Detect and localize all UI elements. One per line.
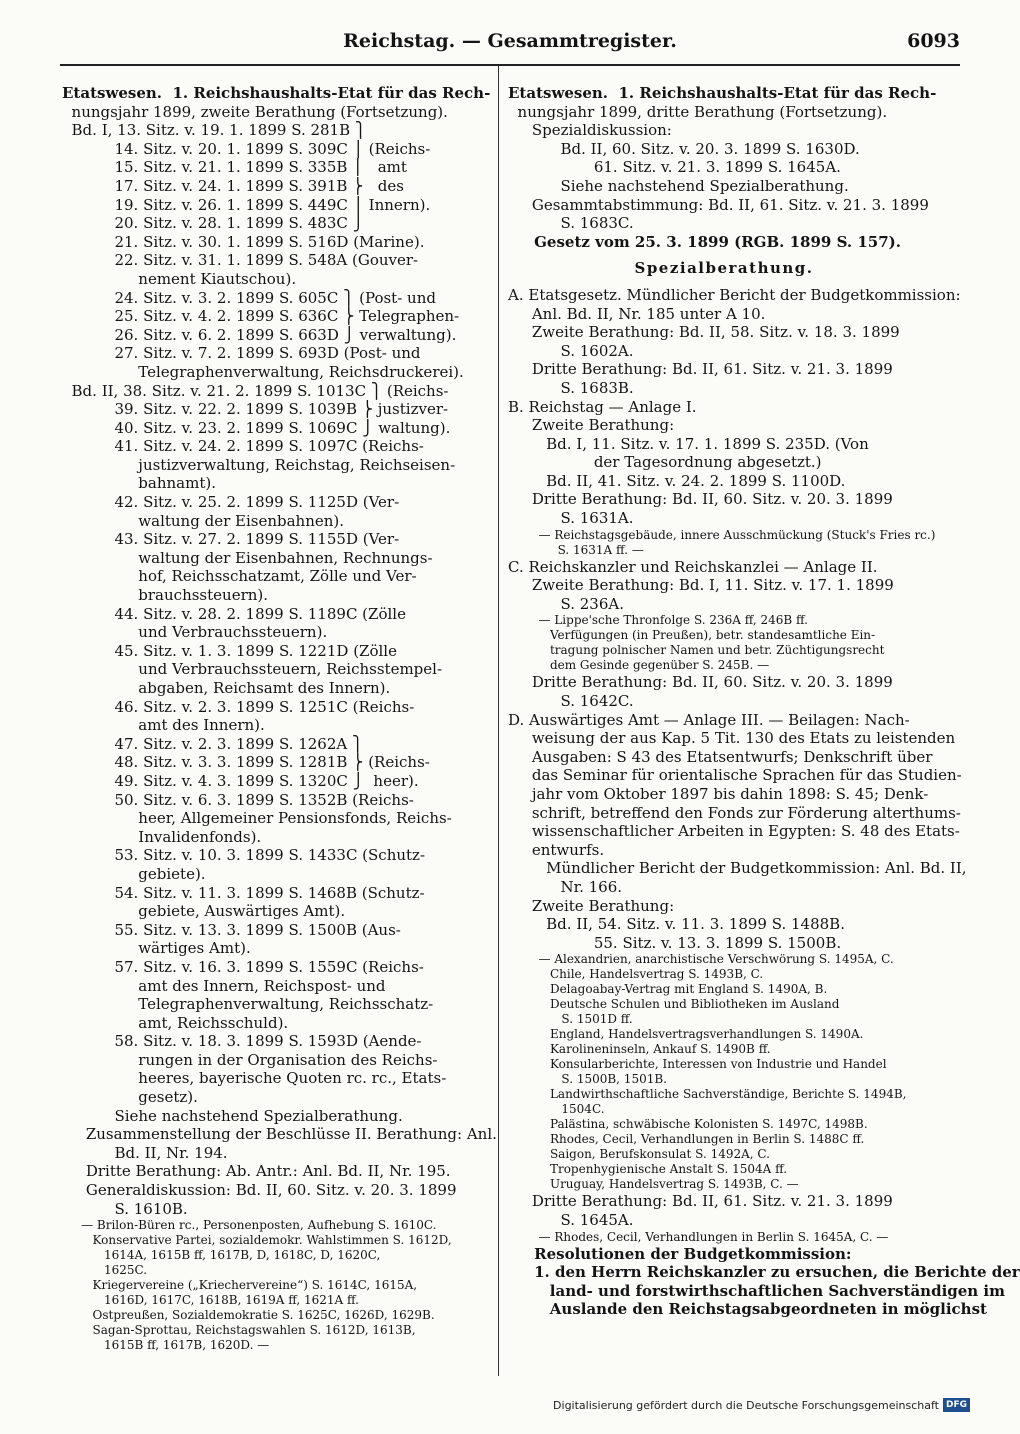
text-line: Kriegervereine („Kriechervereine“) S. 1614C, 1615A, xyxy=(62,1278,418,1293)
text-line: Etatswesen. 1. Reichshaushalts-Etat für das Rech- xyxy=(508,84,937,102)
text-line: gebiete, Auswärtiges Amt). xyxy=(62,902,346,921)
text-line: Telegraphenverwaltung, Reichsschatz- xyxy=(62,995,434,1014)
text-line: Zweite Berathung: Bd. II, 58. Sitz. v. 18. 3. 1899 xyxy=(508,323,900,342)
header-rule xyxy=(60,64,960,66)
text-line: 15. Sitz. v. 21. 1. 1899 S. 335B ⎪ amt xyxy=(62,158,407,177)
text-line: 55. Sitz. v. 13. 3. 1899 S. 1500B. xyxy=(508,933,842,952)
text-line: bahnamt). xyxy=(62,474,216,493)
text-line: rungen in der Organisation des Reichs- xyxy=(62,1050,438,1069)
text-line: Bd. II, Nr. 194. xyxy=(62,1143,228,1162)
text-line xyxy=(508,278,940,286)
text-line: amt des Innern). xyxy=(62,716,265,735)
text-line: Mündlicher Bericht der Budgetkommission: Anl. Bd. II, xyxy=(508,859,967,878)
text-line: Landwirthschaftliche Sachverständige, Berichte S. 1494B, xyxy=(508,1087,907,1102)
text-line: 1504C. xyxy=(508,1102,605,1117)
text-line: jahr vom Oktober 1897 bis dahin 1898: S. 45; Denk- xyxy=(508,785,929,803)
text-line: 61. Sitz. v. 21. 3. 1899 S. 1645A. xyxy=(508,158,841,177)
text-line: heer, Allgemeiner Pensionsfonds, Reichs- xyxy=(62,809,452,828)
text-line: — Rhodes, Cecil, Verhandlungen in Berlin S. 1645A, C. — xyxy=(508,1229,889,1244)
text-line: Bd. I, 11. Sitz. v. 17. 1. 1899 S. 235D. (Von xyxy=(508,434,869,453)
text-line: amt, Reichsschuld). xyxy=(62,1013,289,1032)
text-line: Dritte Berathung: Bd. II, 60. Sitz. v. 20. 3. 1899 xyxy=(508,673,893,692)
footer-credit: Digitalisierung gefördert durch die Deutsche Forschungsgemeinschaft xyxy=(553,1398,939,1412)
left-column xyxy=(62,84,497,1353)
text-line: und Verbrauchssteuern, Reichsstempel- xyxy=(62,660,443,679)
column-divider xyxy=(498,66,499,1376)
text-line: weisung der aus Kap. 5 Tit. 130 des Etats zu leistenden xyxy=(508,729,956,748)
text-line: 42. Sitz. v. 25. 2. 1899 S. 1125D (Ver- xyxy=(62,493,400,512)
page-header xyxy=(60,30,960,64)
text-line: amt des Innern, Reichspost- und xyxy=(62,976,386,995)
text-line: dem Gesinde gegenüber S. 245B. — xyxy=(508,658,770,673)
text-line: Chile, Handelsvertrag S. 1493B, C. xyxy=(508,967,764,982)
text-line: entwurfs. xyxy=(508,840,605,859)
text-line: D. Auswärtiges Amt — Anlage III. — Beilagen: Nach- xyxy=(508,710,910,729)
text-line: gebiete). xyxy=(62,864,206,883)
text-line: B. Reichstag — Anlage I. xyxy=(508,397,697,416)
text-line: A. Etatsgesetz. Mündlicher Bericht der Budgetkommission: xyxy=(508,285,961,304)
text-line: S. 1683C. xyxy=(508,214,634,233)
text-line: Bd. I, 13. Sitz. v. 19. 1. 1899 S. 281B ⎫ xyxy=(62,121,367,140)
text-line: Dritte Berathung: Bd. II, 60. Sitz. v. 20. 3. 1899 xyxy=(508,490,893,509)
text-line: Delagoabay-Vertrag mit England S. 1490A, B. xyxy=(508,982,828,997)
text-line: Etatswesen. 1. Reichshaushalts-Etat für das Rech- xyxy=(62,84,491,102)
text-line: 1. den Herrn Reichskanzler zu ersuchen, die Berichte der xyxy=(508,1263,1020,1282)
text-line: 47. Sitz. v. 2. 3. 1899 S. 1262A ⎫ xyxy=(62,734,364,753)
text-line: Palästina, schwäbische Kolonisten S. 1497C, 1498B. xyxy=(508,1117,868,1132)
text-line: S. 1500B, 1501B. xyxy=(508,1072,667,1087)
text-line: Spezialdiskussion: xyxy=(508,121,672,140)
text-line: — Alexandrien, anarchistische Verschwörung S. 1495A, C. xyxy=(508,952,894,967)
text-line: Auslande den Reichstagsabgeordneten in möglichst xyxy=(508,1300,987,1319)
text-line: Dritte Berathung: Ab. Antr.: Anl. Bd. II, Nr. 195. xyxy=(62,1162,451,1181)
text-line: Gesetz vom 25. 3. 1899 (RGB. 1899 S. 157). xyxy=(508,232,901,251)
text-line: 43. Sitz. v. 27. 2. 1899 S. 1155D (Ver- xyxy=(62,530,400,549)
text-line: 55. Sitz. v. 13. 3. 1899 S. 1500B (Aus- xyxy=(62,920,401,939)
text-line: 20. Sitz. v. 28. 1. 1899 S. 483C ⎭ xyxy=(62,214,364,233)
text-line: S. 1631A. xyxy=(508,509,634,528)
text-line: Invalidenfonds). xyxy=(62,827,262,846)
text-line: Zweite Berathung: xyxy=(508,896,675,915)
text-line: 14. Sitz. v. 20. 1. 1899 S. 309C ⎪ (Reichs- xyxy=(62,139,431,158)
text-line: Bd. II, 54. Sitz. v. 11. 3. 1899 S. 1488B. xyxy=(508,915,845,934)
text-line: Verfügungen (in Preußen), betr. standesamtliche Ein- xyxy=(508,628,876,643)
text-line: 54. Sitz. v. 11. 3. 1899 S. 1468B (Schutz- xyxy=(62,883,425,902)
text-line: 1615B ff, 1617B, 1620D. — xyxy=(62,1338,270,1353)
text-line: brauchssteuern). xyxy=(62,586,269,605)
text-line: Ausgaben: S 43 des Etatsentwurfs; Denkschrift über xyxy=(508,747,933,766)
text-line: Siehe nachstehend Spezialberathung. xyxy=(508,176,849,195)
text-line: 24. Sitz. v. 3. 2. 1899 S. 605C ⎫ (Post- und xyxy=(62,288,436,307)
text-line: land- und forstwirthschaftlichen Sachverständigen im xyxy=(508,1281,1005,1300)
text-line xyxy=(508,251,940,259)
text-line: Rhodes, Cecil, Verhandlungen in Berlin S. 1488C ff. xyxy=(508,1132,865,1147)
text-line: wissenschaftlicher Arbeiten in Egypten: S. 48 des Etats- xyxy=(508,822,960,841)
text-line: Anl. Bd. II, Nr. 185 unter A 10. xyxy=(508,304,766,323)
text-line: Dritte Berathung: Bd. II, 61. Sitz. v. 21. 3. 1899 xyxy=(508,360,893,379)
text-line: S. 1631A ff. — xyxy=(508,542,644,557)
text-line: 41. Sitz. v. 24. 2. 1899 S. 1097C (Reichs- xyxy=(62,437,424,456)
text-line: 1616D, 1617C, 1618B, 1619A ff, 1621A ff. xyxy=(62,1293,359,1308)
text-line: schrift, betreffend den Fonds zur Förderung alterthums- xyxy=(508,803,961,822)
text-line: 26. Sitz. v. 6. 2. 1899 S. 663D ⎭ verwaltung). xyxy=(62,325,457,344)
text-line: 45. Sitz. v. 1. 3. 1899 S. 1221D (Zölle xyxy=(62,641,397,660)
text-line: 39. Sitz. v. 22. 2. 1899 S. 1039B ⎬ justizver- xyxy=(62,400,449,419)
text-line: — Reichstagsgebäude, innere Ausschmückung (Stuck's Fries rc.) xyxy=(508,527,936,542)
text-line: waltung der Eisenbahnen). xyxy=(62,511,345,530)
text-line: Bd. II, 41. Sitz. v. 24. 2. 1899 S. 1100D. xyxy=(508,471,846,490)
text-line: Tropenhygienische Anstalt S. 1504A ff. xyxy=(508,1162,788,1177)
text-line: waltung der Eisenbahnen, Rechnungs- xyxy=(62,548,433,567)
text-line: heeres, bayerische Quoten rc. rc., Etats- xyxy=(62,1069,447,1088)
dfg-logo: DFG xyxy=(943,1398,970,1412)
text-line: Bd. II, 38. Sitz. v. 21. 2. 1899 S. 1013C ⎫ (Reichs- xyxy=(62,381,449,400)
text-line: Konsularberichte, Interessen von Industrie und Handel xyxy=(508,1057,887,1072)
text-line: Siehe nachstehend Spezialberathung. xyxy=(62,1106,403,1125)
text-line: 27. Sitz. v. 7. 2. 1899 S. 693D (Post- und xyxy=(62,344,421,363)
text-line: Zweite Berathung: xyxy=(508,416,675,435)
text-line: 57. Sitz. v. 16. 3. 1899 S. 1559C (Reichs- xyxy=(62,957,424,976)
text-line: S. 236A. xyxy=(508,594,624,613)
text-line: S. 1642C. xyxy=(508,692,634,711)
text-line: — Brilon-Büren rc., Personenposten, Aufhebung S. 1610C. xyxy=(62,1218,437,1233)
text-line: Bd. II, 60. Sitz. v. 20. 3. 1899 S. 1630D. xyxy=(508,139,860,158)
text-line: 25. Sitz. v. 4. 2. 1899 S. 636C ⎬ Telegraphen- xyxy=(62,307,460,326)
text-line: 1625C. xyxy=(62,1263,148,1278)
text-line: nungsjahr 1899, dritte Berathung (Fortsetzung). xyxy=(508,102,888,121)
text-line: 48. Sitz. v. 3. 3. 1899 S. 1281B ⎬ (Reichs- xyxy=(62,753,430,772)
text-line: nement Kiautschou). xyxy=(62,269,297,288)
text-line: 50. Sitz. v. 6. 3. 1899 S. 1352B (Reichs- xyxy=(62,790,414,809)
text-line: gesetz). xyxy=(62,1088,198,1107)
text-line: abgaben, Reichsamt des Innern). xyxy=(62,679,391,697)
text-line: S. 1610B. xyxy=(62,1199,188,1218)
text-line: Nr. 166. xyxy=(508,877,623,896)
footer xyxy=(553,1398,970,1412)
text-line: und Verbrauchssteuern). xyxy=(62,623,328,642)
text-line: 22. Sitz. v. 31. 1. 1899 S. 548A (Gouver- xyxy=(62,251,419,270)
text-line: Zusammenstellung der Beschlüsse II. Berathung: Anl. xyxy=(62,1125,497,1144)
text-line: 58. Sitz. v. 18. 3. 1899 S. 1593D (Aende- xyxy=(62,1032,422,1051)
text-line: das Seminar für orientalische Sprachen für das Studien- xyxy=(508,766,962,785)
right-column xyxy=(508,84,1020,1319)
text-line: 19. Sitz. v. 26. 1. 1899 S. 449C ⎪ Innern). xyxy=(62,195,431,214)
text-line: C. Reichskanzler und Reichskanzlei — Anlage II. xyxy=(508,557,878,576)
text-line: Konservative Partei, sozialdemokr. Wahlstimmen S. 1612D, xyxy=(62,1233,452,1248)
text-line: Generaldiskussion: Bd. II, 60. Sitz. v. 20. 3. 1899 xyxy=(62,1181,457,1200)
text-line: 44. Sitz. v. 28. 2. 1899 S. 1189C (Zölle xyxy=(62,604,406,623)
text-line: S. 1501D ff. xyxy=(508,1012,633,1027)
text-line: 17. Sitz. v. 24. 1. 1899 S. 391B ⎬ des xyxy=(62,176,404,195)
text-line: Deutsche Schulen und Bibliotheken im Ausland xyxy=(508,997,840,1012)
text-line: Telegraphenverwaltung, Reichsdruckerei). xyxy=(62,362,464,381)
text-line: 49. Sitz. v. 4. 3. 1899 S. 1320C ⎭ heer). xyxy=(62,771,419,790)
text-line: nungsjahr 1899, zweite Berathung (Fortsetzung). xyxy=(62,102,448,121)
running-title: Reichstag. — Gesammtregister. xyxy=(343,30,677,52)
text-line: 40. Sitz. v. 23. 2. 1899 S. 1069C ⎭ waltung). xyxy=(62,418,451,437)
text-line: Zweite Berathung: Bd. I, 11. Sitz. v. 17. 1. 1899 xyxy=(508,576,894,595)
text-line: 1614A, 1615B ff, 1617B, D, 1618C, D, 1620C, xyxy=(62,1248,381,1263)
text-line: 53. Sitz. v. 10. 3. 1899 S. 1433C (Schutz- xyxy=(62,846,426,865)
text-line: England, Handelsvertragsverhandlungen S. 1490A. xyxy=(508,1027,864,1042)
text-line: Spezialberathung. xyxy=(634,259,814,278)
text-line: 21. Sitz. v. 30. 1. 1899 S. 516D (Marine). xyxy=(62,232,425,251)
text-line: wärtiges Amt). xyxy=(62,939,251,958)
text-line: justizverwaltung, Reichstag, Reichseisen- xyxy=(62,455,456,474)
text-line: S. 1645A. xyxy=(508,1210,634,1229)
text-line: Uruguay, Handelsvertrag S. 1493B, C. — xyxy=(508,1177,799,1192)
text-line: Ostpreußen, Sozialdemokratie S. 1625C, 1626D, 1629B. xyxy=(62,1308,435,1323)
text-line: Resolutionen der Budgetkommission: xyxy=(508,1244,852,1263)
text-line: Karolineninseln, Ankauf S. 1490B ff. xyxy=(508,1042,771,1057)
page-number: 6093 xyxy=(907,30,960,52)
text-line: hof, Reichsschatzamt, Zölle und Ver- xyxy=(62,567,417,586)
text-line: Sagan-Sprottau, Reichstagswahlen S. 1612D, 1613B, xyxy=(62,1323,416,1338)
text-line: 46. Sitz. v. 2. 3. 1899 S. 1251C (Reichs- xyxy=(62,697,415,716)
text-line: der Tagesordnung abgesetzt.) xyxy=(508,453,822,472)
text-line: S. 1602A. xyxy=(508,341,634,360)
text-line: Saigon, Berufskonsulat S. 1492A, C. xyxy=(508,1147,770,1162)
text-line: Dritte Berathung: Bd. II, 61. Sitz. v. 21. 3. 1899 xyxy=(508,1192,893,1211)
text-line: Gesammtabstimmung: Bd. II, 61. Sitz. v. 21. 3. 1899 xyxy=(508,195,929,214)
text-line: — Lippe'sche Thronfolge S. 236A ff, 246B ff. xyxy=(508,613,808,628)
text-line: tragung polnischer Namen und betr. Züchtigungsrecht xyxy=(508,643,885,658)
text-line: S. 1683B. xyxy=(508,378,634,397)
